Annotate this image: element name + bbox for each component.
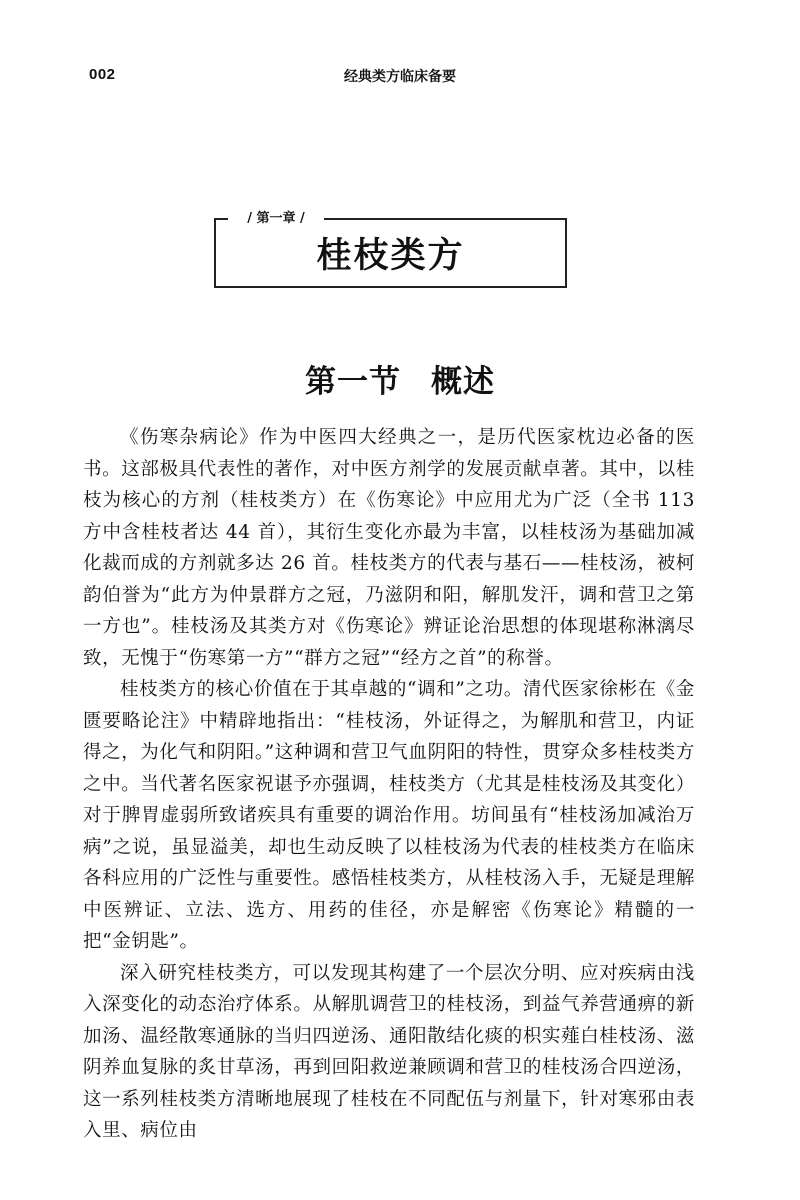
chapter-box-top-rule-right xyxy=(324,218,567,220)
page-header xyxy=(0,66,800,96)
section-number: 第一节 xyxy=(305,364,401,400)
chapter-label: / 第一章 / xyxy=(230,207,322,226)
section-title xyxy=(0,356,800,401)
chapter-box-top-rule-left xyxy=(214,218,228,220)
page-number: 002 xyxy=(89,66,116,83)
running-title: 经典类方临床备要 xyxy=(344,69,456,85)
paragraph: 深入研究桂枝类方，可以发现其构建了一个层次分明、应对疾病由浅入深变化的动态治疗体系。从解肌调营卫的桂枝汤，到益气养营通痹的新加汤、温经散寒通脉的当归四逆汤、通阳散结化痰的枳实薤白桂枝汤、滋阴养血复脉的炙甘草汤，再到回阳救逆兼顾调和营卫的桂枝汤合四逆汤，这一系列桂枝类方清晰地展现了桂枝在不同配伍与剂量下，针对寒邪由表入里、病位由 xyxy=(83,962,695,1141)
section-name: 概述 xyxy=(431,364,495,400)
chapter-heading-box xyxy=(214,211,567,288)
body-text xyxy=(83,422,695,1147)
paragraph: 桂枝类方的核心价值在于其卓越的“调和”之功。清代医家徐彬在《金匮要略论注》中精辟地指出：“桂枝汤，外证得之，为解肌和营卫，内证得之，为化气和阴阳。”这种调和营卫气血阴阳的特性，贯穿众多桂枝类方之中。当代著名医家祝谌予亦强调，桂枝类方（尤其是桂枝汤及其变化）对于脾胃虚弱所致诸疾具有重要的调治作用。坊间虽有“桂枝汤加减治万病”之说，虽显溢美，却也生动反映了以桂枝汤为代表的桂枝类方在临床各科应用的广泛性与重要性。感悟桂枝类方，从桂枝汤入手，无疑是理解中医辨证、立法、选方、用药的佳径，亦是解密《伤寒论》精髓的一把“金钥匙”。 xyxy=(83,679,696,952)
paragraph: 《伤寒杂病论》作为中医四大经典之一，是历代医家枕边必备的医书。这部极具代表性的著作，对中医方剂学的发展贡献卓著。其中，以桂枝为核心的方剂（桂枝类方）在《伤寒论》中应用尤为广泛（全书 113 方中含桂枝者达 44 首），其衍生变化亦最为丰富，以桂枝汤为基础加减化裁而成的方剂就多达 26 首。桂枝类方的代表与基石——桂枝汤，被柯韵伯誉为“此方为仲景群方之冠，乃滋阴和阳，解肌发汗，调和营卫之第一方也”。桂枝汤及其类方对《伤寒论》辨证论治思想的体现堪称淋漓尽致，无愧于“伤寒第一方”“群方之冠”“经方之首”的称誉。 xyxy=(83,427,695,669)
chapter-title: 桂枝类方 xyxy=(316,236,465,276)
